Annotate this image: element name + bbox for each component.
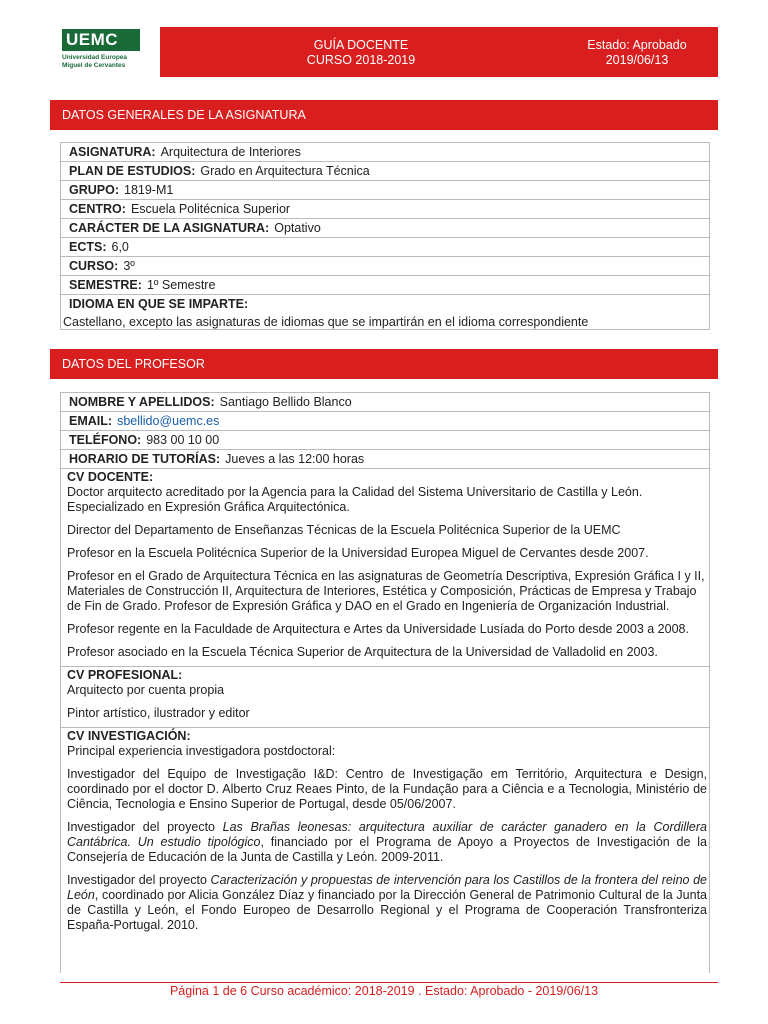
- field-label: ECTS:: [69, 240, 107, 254]
- language-value: Castellano, excepto las asignaturas de idiomas que se impartirán en el idioma correspondiente: [63, 315, 589, 329]
- field-value: Grado en Arquitectura Técnica: [200, 164, 370, 178]
- cv-docente-item: Director del Departamento de Enseñanzas Técnicas de la Escuela Politécnica Superior de la UEMC: [67, 523, 621, 537]
- general-data-table: [60, 142, 710, 330]
- field-value: 3º: [123, 259, 135, 273]
- cv-inv-intro: Principal experiencia investigadora postdoctoral:: [67, 744, 336, 758]
- uemc-logo: [62, 29, 142, 89]
- cv-docente-item: Profesor regente en la Faculdade de Arquitectura e Artes da Universidade Lusíada do Porto desde 2003 a 2008.: [67, 622, 689, 636]
- cv-inv-item: Investigador del Equipo de Investigação I&D: Centro de Investigação em Território, Arquitectura e Design, coordinado por el doctor D. Alberto Cruz Reaes Pinto, de la Fundação para a Ciência e a Tecnologia, Ministério de Ciência, Tecnologia e Ensino Superior de Portugal, desde 05/06/2007.: [67, 767, 707, 811]
- field-label: ASIGNATURA:: [69, 145, 156, 159]
- cv-investigacion: [61, 728, 709, 939]
- cv-prof-title: CV PROFESIONAL:: [67, 668, 183, 682]
- hours-value: Jueves a las 12:00 horas: [225, 452, 365, 466]
- email-link[interactable]: sbellido@uemc.es: [117, 414, 220, 428]
- logo-subtitle: Universidad Europea Miguel de Cervantes: [62, 54, 128, 69]
- cv-docente-title: CV DOCENTE:: [67, 470, 154, 484]
- general-data-row: [61, 143, 709, 162]
- field-value: Arquitectura de Interiores: [160, 145, 301, 159]
- logo-wordmark: UEMC: [62, 29, 140, 51]
- name-row: [61, 393, 709, 412]
- phone-row: [61, 431, 709, 450]
- field-label: CARÁCTER DE LA ASIGNATURA:: [69, 221, 270, 235]
- cv-prof-item: Pintor artístico, ilustrador y editor: [67, 706, 250, 720]
- hours-row: [61, 450, 709, 469]
- field-label: GRUPO:: [69, 183, 119, 197]
- cv-docente-item: Profesor en el Grado de Arquitectura Técnica en las asignaturas de Geometría Descriptiva, Expresión Gráfica I y II, Materiales de Construcción II, Arquitectura de Interiores, Estética y Composición, Prácticas de Empresa y Trabajo de Fin de Grado. Profesor de Expresión Gráfica y DAO en el Grado en Ingeniería de Organización Industrial.: [67, 569, 705, 613]
- status-label: Estado: Aprobado: [587, 38, 687, 52]
- cv-docente-item: Profesor asociado en la Escuela Técnica Superior de Arquitectura de la Universidad de Valladolid en 2003.: [67, 645, 658, 659]
- course-label: CURSO 2018-2019: [306, 53, 416, 67]
- project-title: Las Brañas leonesas: arquitectura auxiliar de carácter ganadero en la Cordillera Cantábrica. Un estudio tipológico: [67, 820, 707, 849]
- email-row: [61, 412, 709, 431]
- field-value: Escuela Politécnica Superior: [130, 202, 291, 216]
- cv-docente-item: Profesor en la Escuela Politécnica Superior de la Universidad Europea Miguel de Cervantes desde 2007.: [67, 546, 649, 560]
- field-label: PLAN DE ESTUDIOS:: [69, 164, 196, 178]
- general-data-row: [61, 181, 709, 200]
- field-label: CENTRO:: [69, 202, 126, 216]
- general-data-row: [61, 257, 709, 276]
- cv-inv-item: Investigador del proyecto Las Brañas leonesas: arquitectura auxiliar de carácter ganadero en la Cordillera Cantábrica. Un estudio tipológico, financiado por el Programa de Apoyo a Proyectos de Investigación de la Consejería de Educación de la Junta de Castilla y León. 2009-2011.: [67, 820, 707, 864]
- email-label: EMAIL:: [69, 414, 113, 428]
- hours-label: HORARIO DE TUTORÍAS:: [69, 452, 221, 466]
- phone-value: 983 00 10 00: [146, 433, 220, 447]
- footer-divider: [60, 982, 718, 983]
- general-data-row: [61, 238, 709, 257]
- name-label: NOMBRE Y APELLIDOS:: [69, 395, 215, 409]
- status-date: 2019/06/13: [605, 53, 669, 67]
- field-value: Optativo: [274, 221, 321, 235]
- field-value: 1819-M1: [124, 183, 174, 197]
- cv-inv-item: Investigador del proyecto Caracterización y propuestas de intervención para los Castillos de la frontera del reino de León, coordinado por Alicia González Díaz y financiado por la Dirección General de Patrimonio Cultural de la Junta de Castilla y León, el Fondo Europeo de Desarrollo Regional y el Programa de Cooperación Transfronteriza España-Portugal. 2010.: [67, 873, 708, 932]
- field-label: CURSO:: [69, 259, 119, 273]
- cv-docente: [61, 469, 709, 667]
- general-data-row: [61, 219, 709, 238]
- cv-docente-item: Doctor arquitecto acreditado por la Agencia para la Calidad del Sistema Universitario de Castilla y León. Especializado en Expresión Gráfica Arquitectónica.: [67, 485, 643, 514]
- language-row: [61, 295, 709, 330]
- general-data-row: [61, 276, 709, 295]
- general-data-row: [61, 162, 709, 181]
- section-title-general: DATOS GENERALES DE LA ASIGNATURA: [50, 100, 718, 130]
- cv-prof-item: Arquitecto por cuenta propia: [67, 683, 225, 697]
- header-bar: [160, 27, 718, 77]
- field-label: SEMESTRE:: [69, 278, 142, 292]
- doc-title: GUÍA DOCENTE: [313, 38, 409, 52]
- section-title-professor: DATOS DEL PROFESOR: [50, 349, 718, 379]
- header-title: [305, 38, 417, 68]
- language-label: IDIOMA EN QUE SE IMPARTE:: [69, 297, 249, 311]
- header-status: [580, 38, 694, 68]
- cv-profesional: [61, 667, 709, 728]
- name-value: Santiago Bellido Blanco: [219, 395, 352, 409]
- phone-label: TELÉFONO:: [69, 433, 142, 447]
- field-value: 6,0: [111, 240, 129, 254]
- cv-inv-title: CV INVESTIGACIÓN:: [67, 729, 191, 743]
- page-footer: Página 1 de 6 Curso académico: 2018-2019 . Estado: Aprobado - 2019/06/13: [169, 984, 599, 998]
- project-title: Caracterización y propuestas de intervención para los Castillos de la frontera del reino de León: [67, 873, 708, 902]
- professor-table: [60, 392, 710, 973]
- field-value: 1º Semestre: [146, 278, 216, 292]
- general-data-row: [61, 200, 709, 219]
